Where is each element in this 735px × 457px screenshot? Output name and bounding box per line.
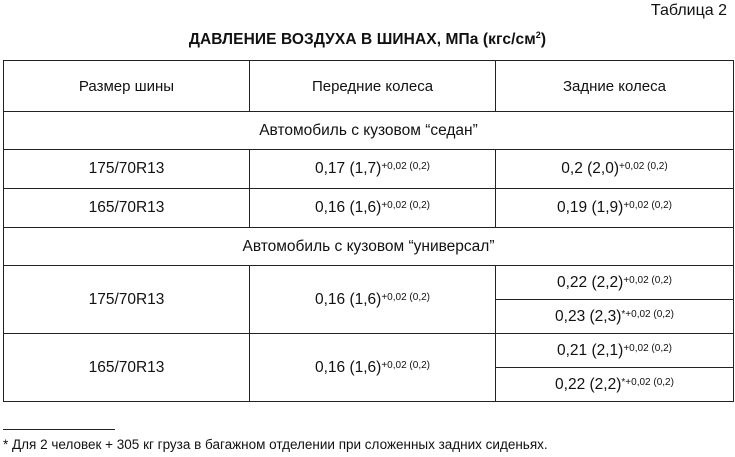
- footnote: * Для 2 человек + 305 кг груза в багажном отделении при сложенных задних сиденьях.: [3, 437, 548, 452]
- section-row-wagon: [4, 228, 734, 266]
- rear-pressure-cell: 0,21 $(2,1)^{+0,02 (0,2)}$: [496, 334, 734, 368]
- column-header-rear-wheels: Задние колеса: [496, 61, 734, 112]
- table-row: [4, 334, 734, 368]
- rear-pressure-cell-loaded: 0,22 $(2,2)^{*+0,02 (0,2)}$: [496, 368, 734, 402]
- rear-pressure-cell: 0,2 $(2,0)^{+0,02 (0,2)}$: [496, 150, 734, 189]
- footnote-divider: [3, 429, 115, 430]
- table-row: [4, 189, 734, 228]
- front-pressure-cell: 0,16 $(1,6)^{+0,02 (0,2)}$: [250, 266, 496, 334]
- tire-size-cell: 175/70R13: [4, 150, 250, 189]
- section-row-sedan: [4, 112, 734, 150]
- tire-pressure-table: [3, 60, 734, 402]
- front-pressure-cell: 0,16 $(1,6)^{+0,02 (0,2)}$: [250, 189, 496, 228]
- table-number-label: Таблица 2: [650, 2, 727, 19]
- tire-size-cell: 175/70R13: [4, 266, 250, 334]
- tire-size-cell: 165/70R13: [4, 189, 250, 228]
- front-pressure-cell: 0,16 $(1,6)^{+0,02 (0,2)}$: [250, 334, 496, 402]
- tire-size-cell: 165/70R13: [4, 334, 250, 402]
- rear-pressure-cell: 0,19 $(1,9)^{+0,02 (0,2)}$: [496, 189, 734, 228]
- section-title: Автомобиль с кузовом “седан”: [4, 112, 734, 150]
- column-header-front-wheels: Передние колеса: [250, 61, 496, 112]
- rear-pressure-cell-loaded: 0,23 $(2,3)^{*+0,02 (0,2)}$: [496, 300, 734, 334]
- header-row: [4, 61, 734, 112]
- rear-pressure-cell: 0,22 $(2,2)^{+0,02 (0,2)}$: [496, 266, 734, 300]
- section-title: Автомобиль с кузовом “универсал”: [4, 228, 734, 266]
- table-title: ДАВЛЕНИЕ ВОЗДУХА В ШИНАХ, МПа $(кгс/см^2)$: [188, 30, 547, 49]
- table-row: [4, 150, 734, 189]
- table-row: [4, 266, 734, 300]
- column-header-tire-size: Размер шины: [4, 61, 250, 112]
- front-pressure-cell: 0,17 $(1,7)^{+0,02 (0,2)}$: [250, 150, 496, 189]
